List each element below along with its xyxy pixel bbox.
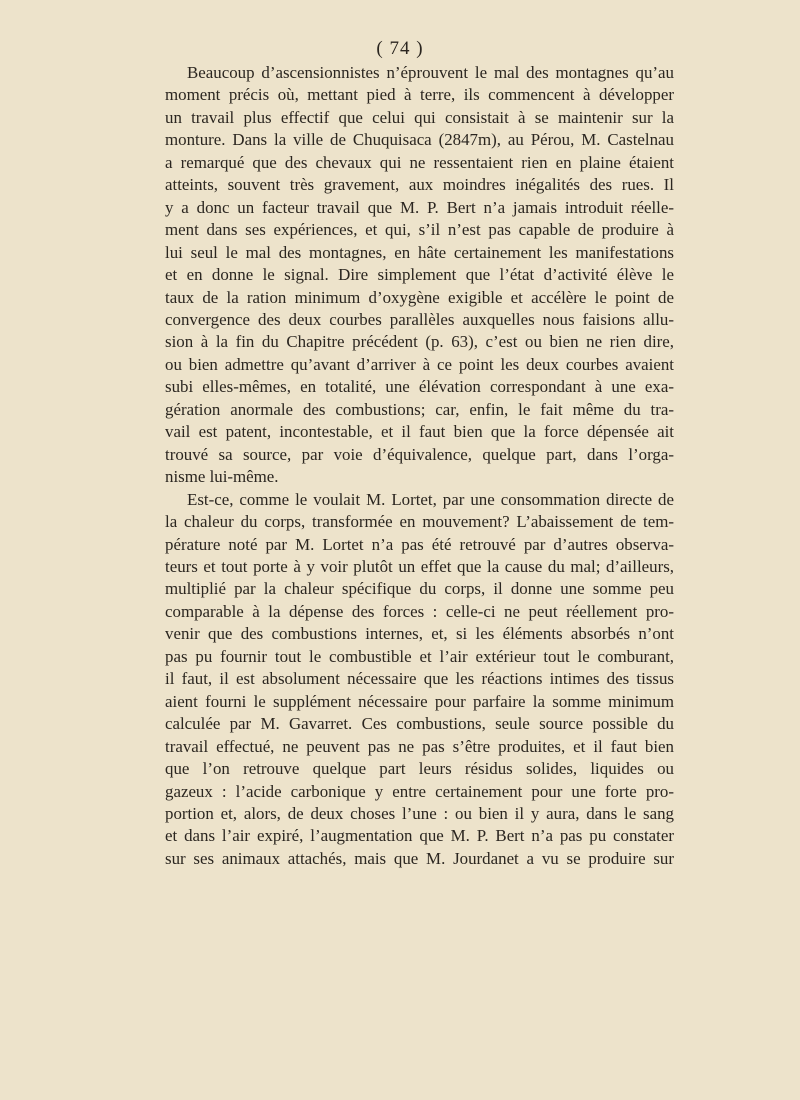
text-line: la chaleur du corps, transformée en mouvement? L’abaissement de tem- <box>165 512 674 532</box>
text-line: a remarqué que des chevaux qui ne ressentaient rien en plaine étaient <box>165 152 674 172</box>
text-line: ment dans ses expériences, et qui, s’il n’est pas capable de produire à <box>165 220 674 240</box>
text-line: monture. Dans la ville de Chuquisaca (2847m), au Pérou, M. Castelnau <box>165 130 674 150</box>
text-line: sur ses animaux attachés, mais que M. Jourdanet a vu se produire sur <box>165 848 674 868</box>
text-line: pérature noté par M. Lortet n’a pas été retrouvé par d’autres observa- <box>165 534 674 554</box>
text-line: trouvé sa source, par voie d’équivalence, quelque part, dans l’orga- <box>165 444 674 464</box>
text-line: aient fourni le supplément nécessaire pour parfaire la somme minimum <box>165 691 674 711</box>
paragraph-2 <box>165 489 674 871</box>
text-line: calculée par M. Gavarret. Ces combustions, seule source possible du <box>165 714 674 734</box>
text-line: lui seul le mal des montagnes, en hâte certainement les manifestations <box>165 242 674 262</box>
text-line: taux de la ration minimum d’oxygène exigible et accélère le point de <box>165 287 674 307</box>
text-line: sion à la fin du Chapitre précédent (p. 63), c’est ou bien ne rien dire, <box>165 332 674 352</box>
text-line: y a donc un facteur travail que M. P. Bert n’a jamais introduit réelle- <box>165 197 674 217</box>
text-line: ou bien admettre qu’avant d’arriver à ce point les deux courbes avaient <box>165 354 674 374</box>
text-line: nisme lui-même. <box>165 467 279 487</box>
text-line: teurs et tout porte à y voir plutôt un effet que la cause du mal; d’ailleurs, <box>165 556 674 576</box>
page-number: ( 74 ) <box>376 38 424 59</box>
text-line: et en donne le signal. Dire simplement que l’état d’activité élève le <box>165 265 674 285</box>
text-line: multiplié par la chaleur spécifique du corps, il donne une somme peu <box>165 579 674 599</box>
text-line: subi elles-mêmes, en totalité, une élévation correspondant à une exa- <box>165 377 674 397</box>
text-line: et dans l’air expiré, l’augmentation que M. P. Bert n’a pas pu constater <box>165 826 674 846</box>
text-line: pas pu fournir tout le combustible et l’air extérieur tout le comburant, <box>165 646 674 666</box>
text-line: un travail plus effectif que celui qui consistait à se maintenir sur la <box>165 107 674 127</box>
text-line: comparable à la dépense des forces : celle-ci ne peut réellement pro- <box>165 601 674 621</box>
paragraph-1 <box>165 62 674 489</box>
text-line: gération anormale des combustions; car, enfin, le fait même du tra- <box>165 399 674 419</box>
text-line: vail est patent, incontestable, et il faut bien que la force dépensée ait <box>165 422 674 442</box>
text-line: Beaucoup d’ascensionnistes n’éprouvent le mal des montagnes qu’au <box>187 63 674 82</box>
text-line: convergence des deux courbes parallèles auxquelles nous faisions allu- <box>165 309 674 329</box>
text-line: travail effectué, ne peuvent pas ne pas s’être produites, et il faut bien <box>165 736 674 756</box>
text-line: gazeux : l’acide carbonique y entre certainement pour une forte pro- <box>165 781 674 801</box>
text-line: venir que des combustions internes, et, si les éléments absorbés n’ont <box>165 624 674 644</box>
body-text <box>165 62 674 870</box>
text-line: Est-ce, comme le voulait M. Lortet, par une consommation directe de <box>187 489 674 509</box>
text-line: moment précis où, mettant pied à terre, ils commencent à développer <box>165 85 674 105</box>
text-line: que l’on retrouve quelque part leurs résidus solides, liquides ou <box>165 759 674 779</box>
text-line: atteints, souvent très gravement, aux moindres inégalités des rues. Il <box>165 175 674 195</box>
text-line: il faut, il est absolument nécessaire que les réactions intimes des tissus <box>165 669 674 689</box>
text-line: portion et, alors, de deux choses l’une : ou bien il y aura, dans le sang <box>165 803 674 823</box>
